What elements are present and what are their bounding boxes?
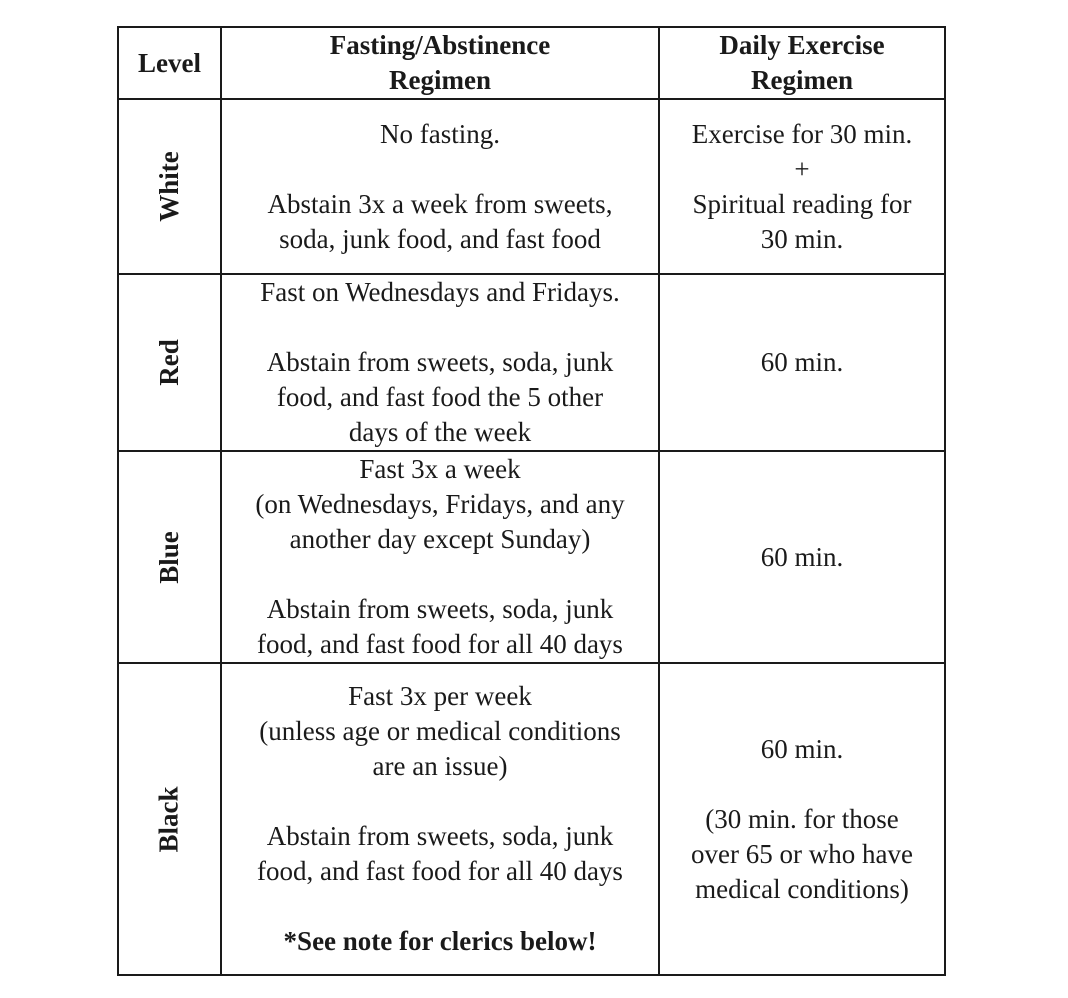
- exercise-cell-black: [659, 663, 945, 975]
- exercise-line: 30 min.: [760, 223, 844, 254]
- row-white: [118, 99, 945, 274]
- regimen-table: [117, 26, 946, 976]
- exercise-cell-blue: [659, 451, 945, 663]
- fasting-line: days of the week: [348, 417, 532, 447]
- clerics-note: *See note for clerics below!: [283, 926, 597, 956]
- exercise-line: 60 min.: [760, 541, 844, 572]
- level-cell-red: [118, 274, 221, 451]
- level-label-red: Red: [154, 339, 184, 386]
- header-fasting-line1: Fasting/Abstinence: [329, 30, 551, 60]
- header-row: [118, 27, 945, 99]
- line-gap: [222, 557, 658, 592]
- row-black: [118, 663, 945, 975]
- fasting-cell-red: [221, 274, 659, 451]
- exercise-line: over 65 or who have: [691, 838, 913, 869]
- line-gap: [660, 767, 944, 802]
- header-exercise-line2: Regimen: [751, 65, 853, 95]
- fasting-line: food, and fast food the 5 other: [276, 382, 604, 412]
- line-gap: [222, 310, 658, 345]
- level-cell-black: [118, 663, 221, 975]
- level-label-blue: Blue: [153, 530, 184, 584]
- exercise-line: +: [794, 153, 810, 184]
- fasting-line: another day except Sunday): [289, 524, 591, 554]
- exercise-line: Exercise for 30 min.: [691, 118, 913, 149]
- header-fasting: [221, 27, 659, 99]
- fasting-line: food, and fast food for all 40 days: [257, 856, 623, 886]
- exercise-cell-white: [659, 99, 945, 274]
- row-red: [118, 274, 945, 451]
- line-gap: [222, 152, 658, 187]
- level-label-white: White: [154, 151, 184, 222]
- line-gap: [222, 889, 658, 924]
- fasting-line: Fast on Wednesdays and Fridays.: [260, 277, 620, 307]
- header-level-text: Level: [138, 47, 201, 78]
- header-exercise: [659, 27, 945, 99]
- fasting-line: soda, junk food, and fast food: [279, 223, 601, 254]
- fasting-line: Fast 3x a week: [359, 454, 521, 484]
- row-blue: [118, 451, 945, 663]
- exercise-line: (30 min. for those: [705, 803, 899, 834]
- exercise-line: 60 min.: [760, 733, 844, 764]
- exercise-cell-red: [659, 274, 945, 451]
- exercise-line: medical conditions): [695, 873, 909, 904]
- exercise-line: Spiritual reading for: [692, 188, 912, 219]
- header-fasting-line2: Regimen: [389, 65, 491, 95]
- fasting-line: Fast 3x per week: [348, 681, 532, 711]
- header-exercise-line1: Daily Exercise: [719, 30, 885, 60]
- header-level: [118, 27, 221, 99]
- line-gap: [222, 784, 658, 819]
- fasting-line: Abstain 3x a week from sweets,: [267, 188, 613, 219]
- fasting-cell-white: [221, 99, 659, 274]
- fasting-line: Abstain from sweets, soda, junk: [266, 821, 614, 851]
- fasting-line: (on Wednesdays, Fridays, and any: [255, 489, 625, 519]
- fasting-line: Abstain from sweets, soda, junk: [266, 594, 614, 624]
- exercise-line: 60 min.: [760, 347, 844, 377]
- level-cell-blue: [118, 451, 221, 663]
- level-label-black: Black: [153, 785, 184, 853]
- fasting-cell-blue: [221, 451, 659, 663]
- fasting-line: (unless age or medical conditions: [259, 716, 621, 746]
- fasting-line: are an issue): [372, 751, 508, 781]
- fasting-cell-black: [221, 663, 659, 975]
- fasting-line: food, and fast food for all 40 days: [257, 629, 623, 659]
- level-cell-white: [118, 99, 221, 274]
- fasting-line: Abstain from sweets, soda, junk: [266, 347, 614, 377]
- fasting-line: No fasting.: [380, 118, 500, 149]
